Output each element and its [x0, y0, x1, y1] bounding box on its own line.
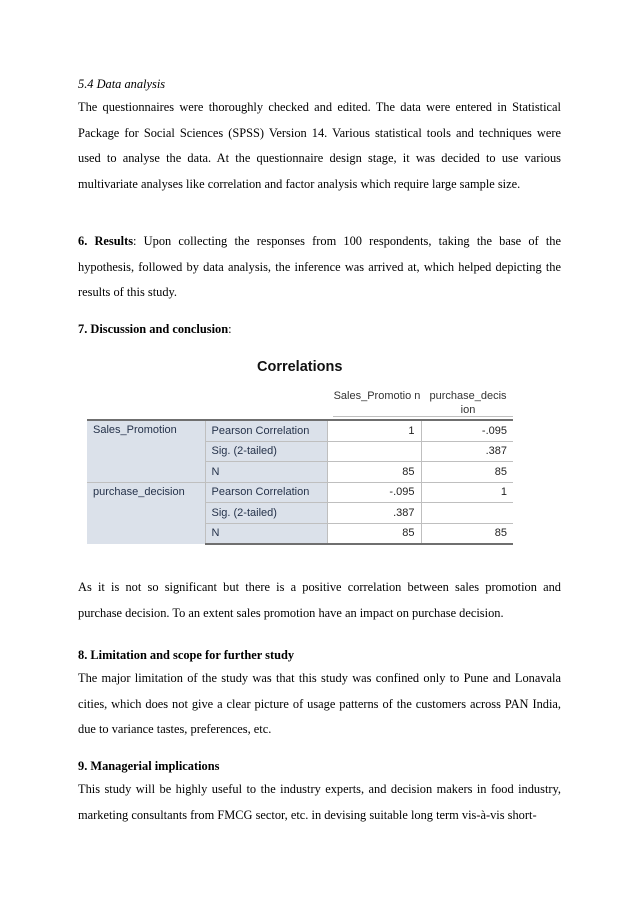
row-stat-label: Pearson Correlation	[205, 482, 327, 503]
section-6-heading: 6. Results	[78, 234, 134, 248]
section-6-body: : Upon collecting the responses from 100 respondents, taking the base of the hypothesis, followed by data analysis, the inference was arrived at, which helped depicting the results of this study.	[78, 234, 562, 299]
table-cell: 85	[327, 462, 421, 483]
row-variable-label: Sales_Promotion	[87, 420, 205, 482]
section-9-heading: 9. Managerial implications	[78, 759, 220, 773]
table-cell	[421, 503, 513, 524]
table-cell: 1	[327, 420, 421, 441]
section-6-paragraph	[78, 229, 561, 306]
row-stat-label: N	[205, 462, 327, 483]
table-cell: .387	[421, 441, 513, 462]
table-cell: 85	[327, 523, 421, 544]
table-cell: -.095	[421, 420, 513, 441]
header-rule	[333, 416, 513, 417]
table-cell: -.095	[327, 482, 421, 503]
conclusion-paragraph: As it is not so significant but there is a positive correlation between sales promotion and purchase decision. To an extent sales promotion have an impact on purchase decision.	[78, 580, 561, 620]
row-stat-label: Sig. (2-tailed)	[205, 503, 327, 524]
section-5-4-heading: 5.4 Data analysis	[78, 77, 166, 91]
correlations-table-figure	[85, 358, 515, 550]
table-cell: 85	[421, 462, 513, 483]
section-8-heading: 8. Limitation and scope for further study	[78, 648, 295, 662]
row-stat-label: Pearson Correlation	[205, 420, 327, 441]
table-row	[87, 420, 513, 441]
col-header-sales-promotion: Sales_Promotio n	[333, 390, 421, 402]
row-stat-label: Sig. (2-tailed)	[205, 441, 327, 462]
table-cell: .387	[327, 503, 421, 524]
table-cell: 85	[421, 523, 513, 544]
row-stat-label: N	[205, 523, 327, 544]
section-5-4-body: The questionnaires were thoroughly checked and edited. The data were entered in Statistical Package for Social Sciences (SPSS) Version 14. Various statistical tools and techniques were used to analyse the data. At the questionnaire design stage, it was decided to use various multivariate analyses like correlation and factor analysis which require large sample size.	[78, 100, 561, 191]
section-7-colon: :	[228, 322, 232, 336]
table-cell: 1	[421, 482, 513, 503]
section-9-body: This study will be highly useful to the industry experts, and decision makers in food industry, marketing consultants from FMCG sector, etc. in devising suitable long term vis-à-vis short-	[78, 782, 561, 822]
col-header-purchase-decision: purchase_decis ion	[429, 390, 507, 416]
table-cell	[327, 441, 421, 462]
section-7-paragraph	[78, 317, 561, 343]
section-7-heading: 7. Discussion and conclusion	[78, 322, 229, 336]
row-variable-label: purchase_decision	[87, 482, 205, 544]
correlations-title: Correlations	[257, 359, 343, 375]
section-8-body: The major limitation of the study was that this study was confined only to Pune and Lonavala cities, which does not give a clear picture of usage patterns of the customers across PAN India, due to variance tastes, preferences, etc.	[78, 671, 561, 736]
correlations-table	[87, 419, 513, 545]
table-row	[87, 482, 513, 503]
